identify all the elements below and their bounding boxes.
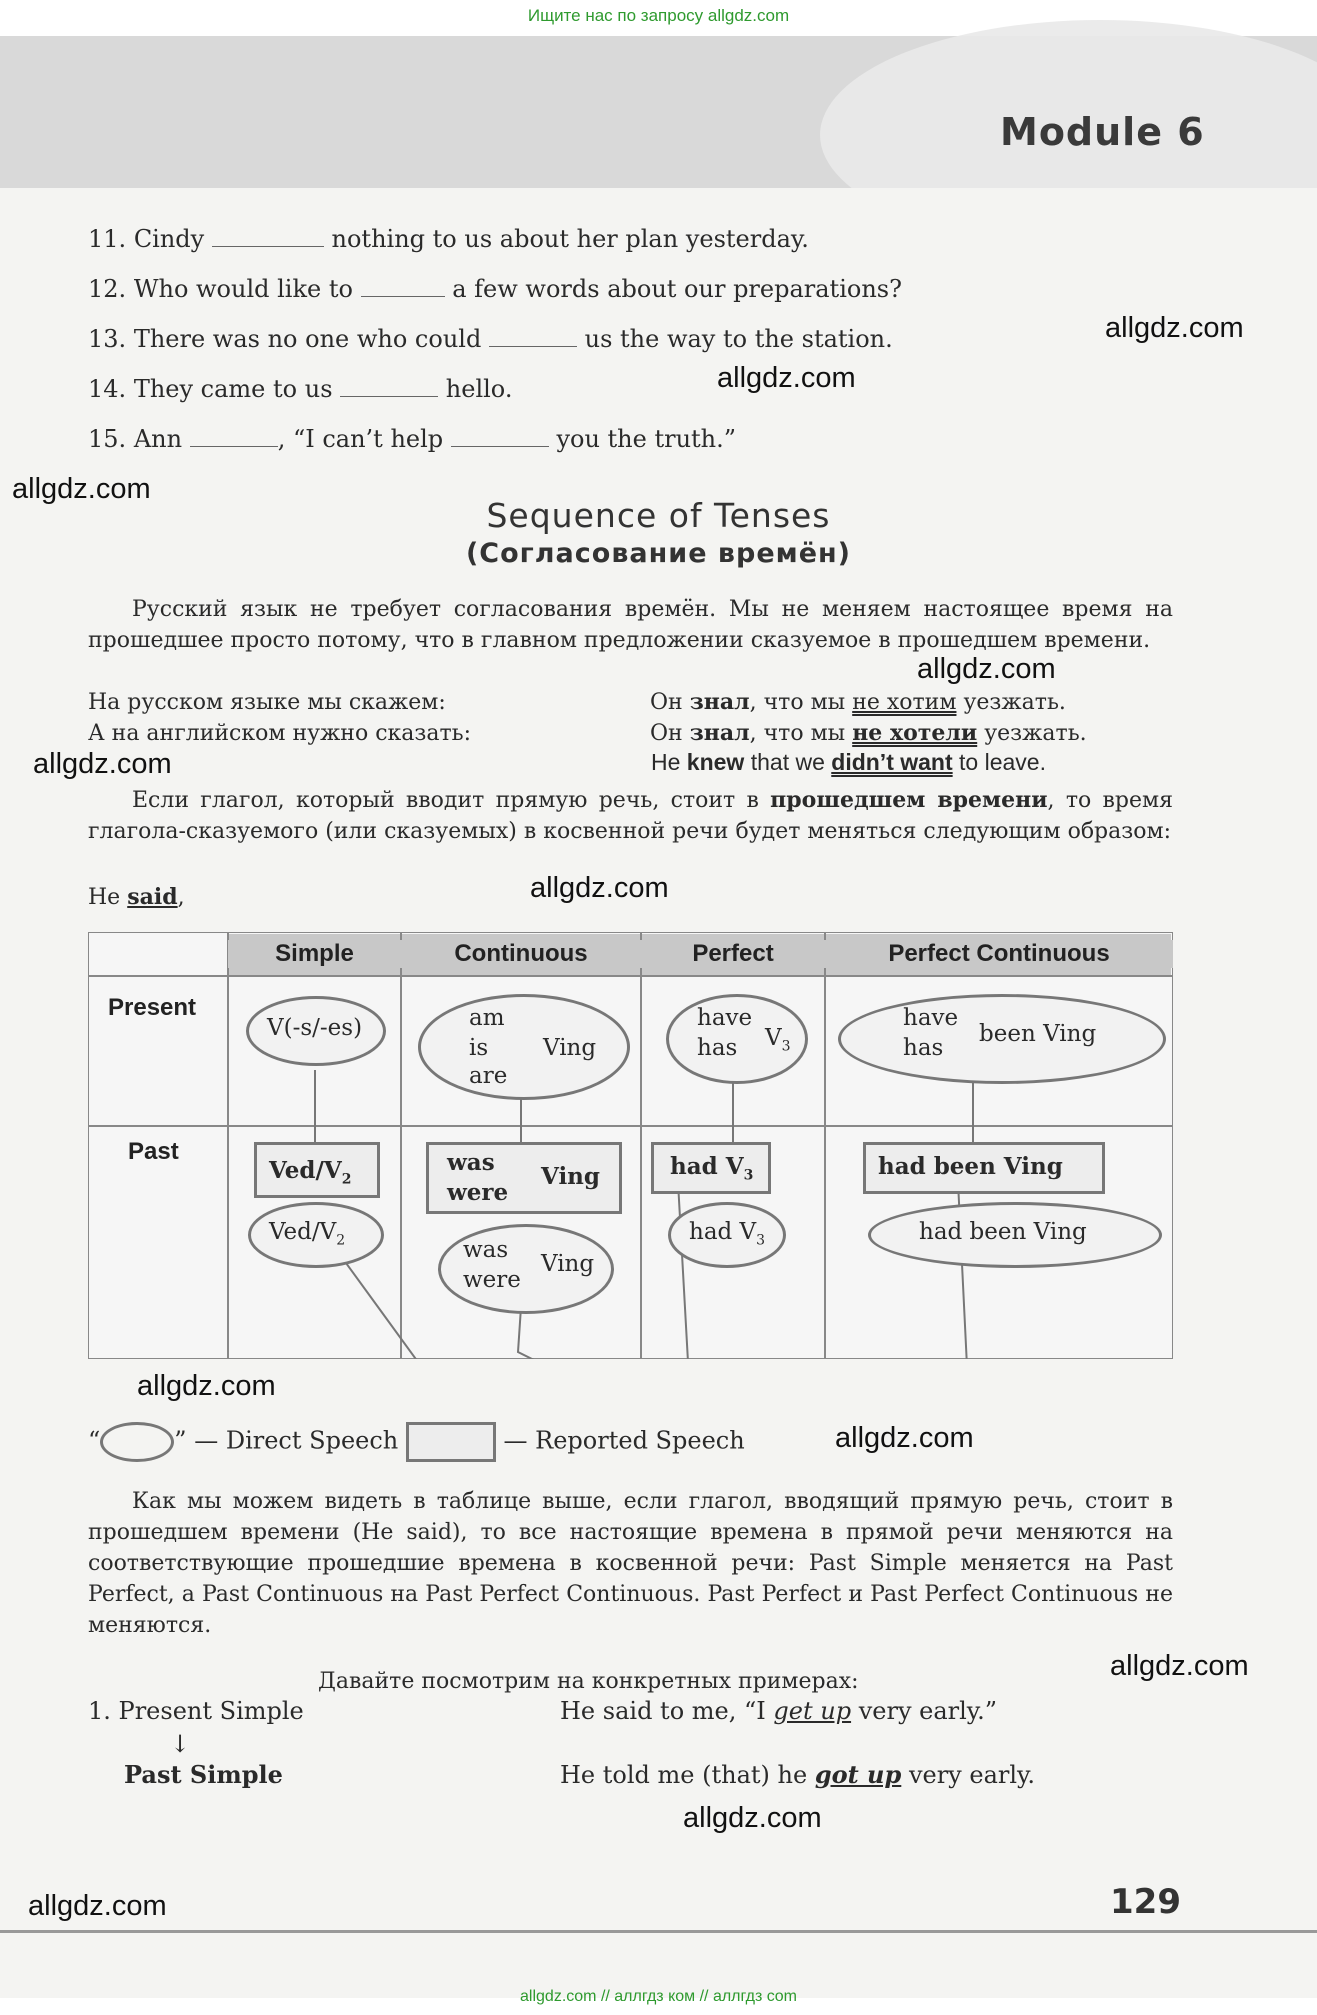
answer-blank[interactable] — [190, 446, 278, 447]
page-number: 129 — [1110, 1882, 1181, 1922]
present-pc-have: have — [903, 1005, 959, 1031]
past-simple-direct: Ved/V — [269, 1219, 337, 1245]
text: to leave. — [959, 749, 1046, 775]
exercise-15 — [88, 425, 736, 453]
reported-speech-box — [426, 1142, 622, 1214]
text: He told me (that) he — [560, 1761, 808, 1789]
negation: не хотели — [852, 720, 978, 746]
example-1-direct — [560, 1697, 997, 1725]
text: that we — [750, 749, 825, 775]
direct-speech-ellipse — [246, 996, 386, 1066]
answer-blank[interactable] — [361, 296, 445, 297]
watermark: allgdz.com — [137, 1370, 276, 1402]
present-cont-ving: Ving — [543, 1035, 597, 1061]
direct-speech-ellipse — [418, 994, 630, 1100]
negation: didn’t want — [831, 749, 953, 775]
example-1-label2: Past Simple — [124, 1760, 283, 1789]
section-subtitle: (Согласование времён) — [465, 538, 852, 569]
past-cont-was-direct: was — [463, 1237, 509, 1263]
direct-speech-ellipse — [438, 1224, 614, 1314]
answer-blank[interactable] — [451, 446, 549, 447]
text: уезжать. — [984, 721, 1087, 746]
bold-text: прошедшем времени — [770, 787, 1048, 813]
reported-speech-box — [254, 1142, 380, 1198]
exercise-text: a few words about our preparations? — [452, 275, 902, 303]
text: , — [177, 885, 185, 910]
quote: “ — [88, 1426, 101, 1455]
answer-blank[interactable] — [340, 396, 438, 397]
watermark: allgdz.com — [1110, 1650, 1249, 1682]
present-perf-v — [765, 1025, 791, 1055]
verb: знал — [689, 689, 750, 715]
legend-ellipse-icon — [100, 1422, 174, 1462]
watermark: allgdz.com — [33, 748, 172, 780]
header-perfect: Perfect — [641, 940, 825, 968]
past-pc-reported: had been Ving — [878, 1153, 1063, 1180]
present-simple: V(-s/-es) — [267, 1015, 363, 1041]
exercise-number: 12. — [88, 275, 127, 303]
exercise-text: , “I can’t help — [277, 425, 444, 453]
text: Он — [650, 721, 683, 746]
watermark: allgdz.com — [835, 1422, 974, 1454]
present-cont-are: are — [469, 1063, 508, 1089]
bottom-links[interactable]: allgdz.com // аллгдз ком // аллгдз com — [520, 1988, 797, 2005]
tense-label: Present Simple — [118, 1697, 304, 1725]
verb: знал — [689, 720, 750, 746]
watermark: allgdz.com — [530, 872, 669, 904]
example-number: 1. — [88, 1697, 111, 1725]
subscript: 3 — [781, 1038, 791, 1055]
direct-speech-ellipse — [838, 994, 1166, 1084]
text: , что мы — [749, 690, 846, 715]
tenses-table — [88, 932, 1173, 1359]
example-1-label — [88, 1697, 304, 1725]
text: Если глагол, который вводит прямую речь, стоит в — [132, 788, 771, 813]
exercise-number: 15. — [88, 425, 127, 453]
ru-example — [650, 687, 1066, 718]
en-example — [651, 749, 1046, 776]
present-cont-am: am — [469, 1005, 505, 1031]
rule-paragraph — [88, 785, 1173, 847]
direct-speech-ellipse — [248, 1202, 384, 1268]
watermark: allgdz.com — [1105, 312, 1244, 344]
verb: got up — [814, 1760, 902, 1789]
en-ru-example — [650, 718, 1087, 749]
arrow-down-icon: ↓ — [170, 1730, 191, 1758]
reported-speech-box — [863, 1142, 1105, 1194]
exercise-text: Ann — [133, 425, 183, 453]
subscript: 2 — [341, 1171, 352, 1188]
exercise-number: 11. — [88, 225, 127, 253]
text: уезжать. — [963, 690, 1066, 715]
past-cont-ving-direct: Ving — [541, 1251, 595, 1277]
en-label: А на английском нужно сказать: — [88, 721, 472, 746]
text: V — [765, 1025, 782, 1051]
verb: get up — [773, 1697, 852, 1725]
text: Он — [650, 690, 683, 715]
header-simple: Simple — [228, 940, 401, 968]
exercise-text: There was no one who could — [133, 325, 482, 353]
text: , что мы — [749, 721, 846, 746]
exercise-12 — [88, 275, 902, 303]
ru-label: На русском языке мы скажем: — [88, 690, 446, 715]
present-pc-has: has — [903, 1035, 944, 1061]
reported-speech-box — [651, 1142, 771, 1194]
row-present: Present — [108, 994, 197, 1021]
direct-speech-ellipse — [868, 1202, 1162, 1268]
text: He said to me, “I — [560, 1697, 766, 1725]
subscript: 3 — [743, 1167, 754, 1184]
exercise-text: Cindy — [133, 225, 205, 253]
exercise-number: 14. — [88, 375, 127, 403]
exercise-14 — [88, 375, 512, 403]
answer-blank[interactable] — [212, 246, 324, 247]
exercise-text: nothing to us about her plan yesterday. — [331, 225, 809, 253]
text: very early.” — [858, 1697, 998, 1725]
past-simple-reported: Ved/V — [269, 1157, 342, 1184]
past-perfect-reported: had V — [670, 1153, 744, 1180]
past-pc-direct: had been Ving — [919, 1219, 1087, 1245]
exercise-text: They came to us — [133, 375, 333, 403]
he-said — [88, 882, 185, 913]
footer-divider — [0, 1930, 1317, 1933]
past-cont-ving: Ving — [541, 1163, 600, 1190]
summary-paragraph: Как мы можем видеть в таблице выше, если глагол, вводящий прямую речь, стоит в прошедшем времени (He said), то все настоящие времена в прямой речи меняются на соответствующие прошедшие времена в косвенной речи: Past Simple меняется на Past Perfect, а Past Continuous на Past Perfect Continuous. Past Perfect и Past Perfect Continuous не меняются. — [88, 1489, 1173, 1638]
present-perf-has: has — [697, 1035, 738, 1061]
example-1-reported — [560, 1760, 1035, 1789]
exercise-text: you the truth.” — [556, 425, 737, 453]
subscript: 3 — [756, 1232, 766, 1249]
text: , то время глагола-сказуемого (или сказуемых) в косвенной речи будет меняться следующим образом: — [88, 788, 1174, 844]
watermark: allgdz.com — [12, 473, 151, 505]
verb: knew — [686, 749, 745, 775]
legend-direct: — Direct Speech — [194, 1426, 399, 1455]
present-cont-is: is — [469, 1035, 489, 1061]
module-title: Module 6 — [1000, 110, 1205, 154]
exercise-text: hello. — [445, 375, 513, 403]
intro-paragraph: Русский язык не требует согласования времён. Мы не меняем настоящее время на прошедшее просто потому, что в главном предложении сказуемое в прошедшем времени. — [88, 597, 1173, 653]
watermark: allgdz.com — [917, 653, 1056, 685]
past-cont-were: were — [447, 1179, 509, 1206]
direct-speech-ellipse — [668, 1202, 786, 1268]
negation: не хотим — [852, 690, 957, 715]
legend-reported: — Reported Speech — [503, 1426, 745, 1455]
said-verb: said — [127, 884, 178, 910]
text: He — [88, 885, 121, 910]
present-pc-been-ving: been Ving — [979, 1021, 1097, 1047]
watermark: allgdz.com — [683, 1802, 822, 1834]
section-title: Sequence of Tenses — [486, 496, 831, 535]
answer-blank[interactable] — [489, 346, 577, 347]
quote: ” — [174, 1426, 187, 1455]
lets-see: Давайте посмотрим на конкретных примерах: — [318, 1669, 859, 1694]
header-continuous: Continuous — [401, 940, 641, 968]
past-perfect-direct: had V — [689, 1219, 757, 1245]
top-link[interactable]: Ищите нас по запросу allgdz.com — [527, 6, 790, 25]
watermark: allgdz.com — [28, 1890, 167, 1922]
subscript: 2 — [336, 1232, 346, 1249]
exercise-13 — [88, 325, 893, 353]
text: very early. — [908, 1761, 1036, 1789]
legend — [88, 1422, 745, 1462]
exercise-11 — [88, 225, 809, 253]
past-cont-was: was — [447, 1149, 495, 1176]
direct-speech-ellipse — [666, 994, 808, 1084]
exercise-text: Who would like to — [133, 275, 353, 303]
legend-box-icon — [406, 1422, 496, 1462]
text: He — [651, 749, 681, 775]
watermark: allgdz.com — [717, 362, 856, 394]
row-past: Past — [128, 1138, 179, 1165]
present-perf-have: have — [697, 1005, 753, 1031]
exercise-text: us the way to the station. — [584, 325, 893, 353]
exercise-number: 13. — [88, 325, 127, 353]
past-cont-were-direct: were — [463, 1267, 521, 1293]
header-perfect-continuous: Perfect Continuous — [825, 940, 1173, 968]
